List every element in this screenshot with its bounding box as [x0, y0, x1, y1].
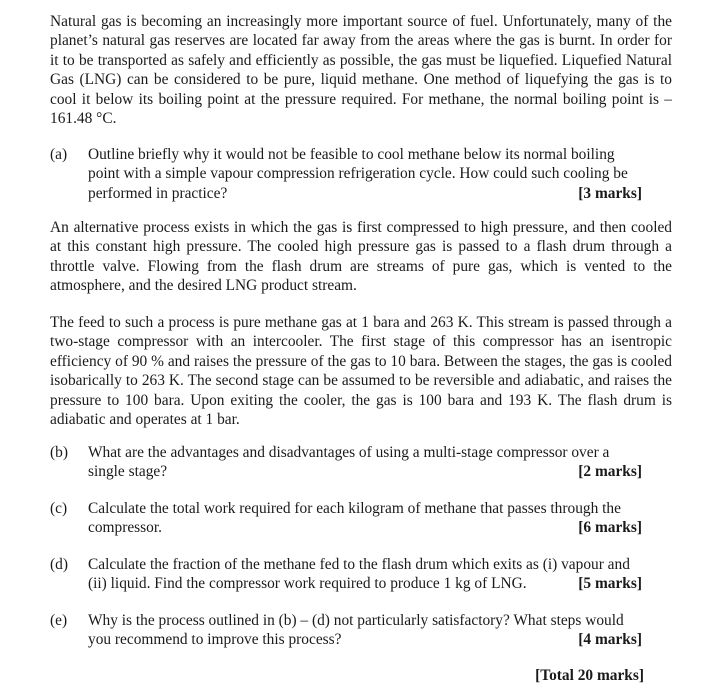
question-e-marks: [4 marks]	[578, 631, 642, 649]
question-c-content	[88, 499, 642, 538]
question-e-label: (e)	[50, 612, 68, 629]
question-c-label: (c)	[50, 500, 68, 517]
question-a-text: Outline briefly why it would not be feasible to cool methane below its normal boiling point with a simple vapour compression refrigeration cycle. How could such cooling be performed in practice?	[88, 146, 628, 202]
question-a-label: (a)	[50, 146, 68, 163]
question-d-text: Calculate the fraction of the methane fed to the flash drum which exits as (i) vapour and (ii) liquid. Find the compressor work required to produce 1 kg of LNG.	[88, 556, 630, 593]
question-c-marks: [6 marks]	[578, 519, 642, 537]
question-e-text: Why is the process outlined in (b) – (d) not particularly satisfactory? What steps would you recommend to improve this process?	[88, 612, 624, 649]
feed-paragraph: The feed to such a process is pure methane gas at 1 bara and 263 K. This stream is passed through a two-stage compressor with an intercooler. The first stage of this compressor has an isentropic efficiency of 90 % and raises the pressure of the gas to 10 bara. Between the stages, the gas is cooled isobarically to 263 K. The second stage can be assumed to be reversible and adiabatic, and raises the pressure to 100 bara. Upon exiting the cooler, the gas is 100 bara and 193 K. The flash drum is adiabatic and operates at 1 bar.	[50, 314, 672, 429]
question-a-marks: [3 marks]	[578, 184, 642, 202]
question-e	[50, 611, 642, 650]
question-b	[50, 443, 642, 482]
question-d-label: (d)	[50, 556, 68, 573]
total-marks: [Total 20 marks]	[535, 667, 644, 684]
alternative-process-paragraph: An alternative process exists in which the gas is first compressed to high pressure, and then cooled at this constant high pressure. The cooled high pressure gas is passed to a flash drum through a throttle valve. Flowing from the flash drum are streams of pure gas, which is vented to the atmosphere, and the desired LNG product stream.	[50, 219, 672, 295]
question-e-content	[88, 611, 642, 650]
question-b-content	[88, 443, 642, 482]
question-d-content	[88, 555, 642, 594]
question-d-marks: [5 marks]	[578, 575, 642, 593]
question-b-text: What are the advantages and disadvantages of using a multi-stage compressor over a single stage?	[88, 444, 610, 481]
question-b-label: (b)	[50, 444, 68, 461]
question-c-text: Calculate the total work required for each kilogram of methane that passes through the compressor.	[88, 500, 621, 537]
question-a	[50, 145, 642, 203]
question-d	[50, 555, 642, 594]
question-b-marks: [2 marks]	[578, 463, 642, 481]
question-a-content	[88, 145, 642, 203]
intro-paragraph: Natural gas is becoming an increasingly more important source of fuel. Unfortunately, many of the planet’s natural gas reserves are located far away from the areas where the gas is burnt. In order for it to be transported as safely and efficiently as possible, the gas must be liquefied. Liquefied Natural Gas (LNG) can be considered to be pure, liquid methane. One method of liquefying the gas is to cool it below its boiling point at the pressure required. For methane, the normal boiling point is – 161.48 °C.	[50, 13, 672, 128]
question-c	[50, 499, 642, 538]
